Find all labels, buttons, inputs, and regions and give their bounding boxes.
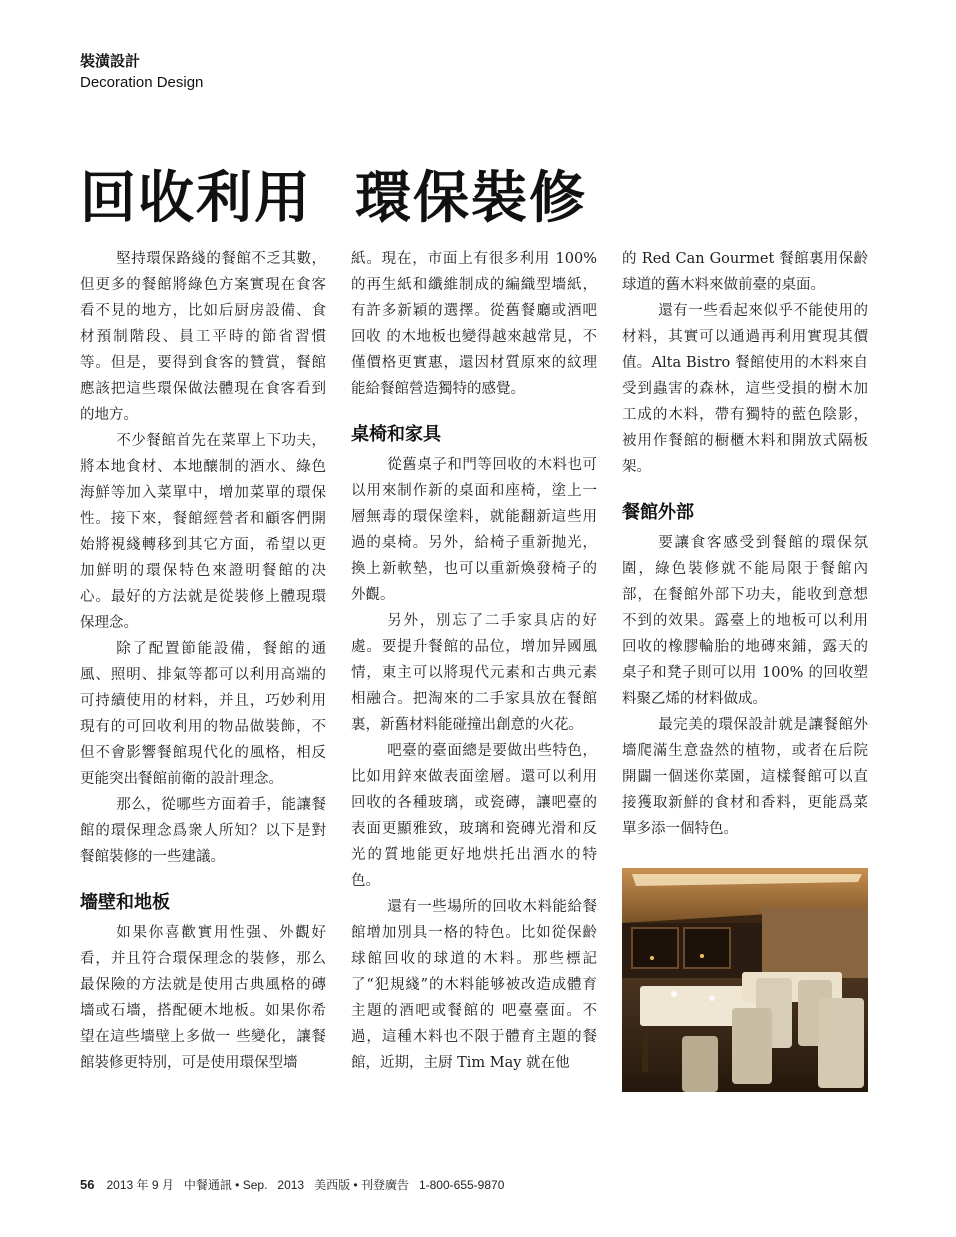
paragraph: 最完美的環保設計就是讓餐館外墻爬滿生意盎然的植物，或者在后院開闢一個迷你菜園，這樣餐館可以直接獲取新鮮的食材和香料，更能爲菜單多添一個特色。 <box>622 717 868 837</box>
article-headline: 回收利用 環保裝修 <box>80 165 587 231</box>
section-label-zh: 裝潢設計 <box>80 52 141 70</box>
paragraph: 除了配置節能設備，餐館的通風、照明、排氣等都可以利用高端的可持續使用的材料，并且，巧妙利用現有的可回收利用的物品做裝飾，不但不會影響餐館現代化的風格，相反更能突出餐館前衛的設計理念。 <box>80 641 326 787</box>
paragraph: 吧臺的臺面總是要做出些特色，比如用鋅來做表面塗層。還可以利用回收的各種玻璃，或瓷磚，讓吧臺的表面更顯雅致，玻璃和瓷磚光滑和反光的質地能更好地烘托出酒水的特色。 <box>351 743 597 889</box>
footer-text: 2013 年 9 月 中餐通訊 • Sep. 2013 美西版 • 刊登廣告 1-800-655-9870 <box>106 1178 505 1192</box>
paragraph: 那么，從哪些方面着手，能讓餐館的環保理念爲衆人所知？以下是對餐館裝修的一些建議。 <box>80 797 326 865</box>
paragraph: 紙。現在，市面上有很多利用 100% 的再生紙和纖維制成的編織型墻紙，有許多新穎的選擇。從舊餐廳或酒吧回收 的木地板也變得越來越常見，不僅價格更實惠，還因材質原來的紋理能給餐館營造獨特的感覺。 <box>351 251 597 397</box>
paragraph: 要讓食客感受到餐館的環保氛圍，綠色裝修就不能局限于餐館內部，在餐館外部下功夫，能收到意想不到的效果。露臺上的地板可以利用回收的橡膠輪胎的地磚來鋪，露天的桌子和凳子則可以用 100% 的回收塑料聚乙烯的材料做成。 <box>622 535 868 707</box>
section-label-en: Decoration Design <box>80 74 204 91</box>
subheading-walls-floors: 墻壁和地板 <box>80 892 170 913</box>
paragraph: 從舊桌子和門等回收的木料也可以用來制作新的桌面和座椅，塗上一層無毒的環保塗料，就能翻新這些用過的桌椅。另外，給椅子重新抛光，換上新軟墊，也可以重新煥發椅子的外觀。 <box>351 457 597 603</box>
paragraph: 的 Red Can Gourmet 餐館裏用保齡球道的舊木料來做前臺的桌面。 <box>622 251 868 293</box>
paragraph: 還有一些場所的回收木料能給餐館增加別具一格的特色。比如從保齡球館回收的球道的木料。那些標記了“犯規綫”的木料能够被改造成體育主題的酒吧或餐館的 吧臺臺面。不過，這種木料也不限于體育主題的餐館，近期，主厨 Tim May 就在他 <box>351 899 597 1071</box>
article-column-2 <box>351 246 597 1076</box>
subheading-furniture: 桌椅和家具 <box>351 424 441 445</box>
paragraph: 另外，別忘了二手家具店的好處。要提升餐館的品位，增加异國風情，東主可以將現代元素和古典元素相融合。把淘來的二手家具放在餐館裏，新舊材料能碰撞出創意的火花。 <box>351 613 597 733</box>
article-column-3 <box>622 246 868 842</box>
page-footer <box>80 1176 504 1193</box>
paragraph: 堅持環保路綫的餐館不乏其數，但更多的餐館將綠色方案實現在食客看不見的地方，比如后厨房設備、食材預制階段、員工平時的節省習慣等。但是，要得到食客的贊賞，餐館應該把這些環保做法體現在食客看到的地方。 <box>80 251 326 423</box>
paragraph: 不少餐館首先在菜單上下功夫，將本地食材、本地釀制的酒水、綠色海鮮等加入菜單中，增加菜單的環保性。接下來，餐館經營者和顧客們開始將視綫轉移到其它方面，希望以更加鮮明的環保特色來證明餐館的决心。最好的方法就是從裝修上體現環保理念。 <box>80 433 326 631</box>
page-number: 56 <box>80 1177 95 1192</box>
paragraph: 還有一些看起來似乎不能使用的材料，其實可以通過再利用實現其價值。Alta Bistro 餐館使用的木料來自受到蟲害的森林，這些受損的樹木加工成的木料，帶有獨特的藍色陰影，被用作餐館的橱櫃木料和開放式隔板架。 <box>622 303 868 475</box>
paragraph: 如果你喜歡實用性强、外觀好看，并且符合環保理念的裝修，那么最保險的方法就是使用古典風格的磚墻或石墻，搭配硬木地板。如果你希望在這些墻壁上多做一 些變化，讓餐館裝修更特別，可是使用環保型墻 <box>80 925 326 1071</box>
article-column-1 <box>80 246 326 1076</box>
subheading-exterior: 餐館外部 <box>622 502 694 523</box>
restaurant-interior-photo <box>622 868 868 1092</box>
